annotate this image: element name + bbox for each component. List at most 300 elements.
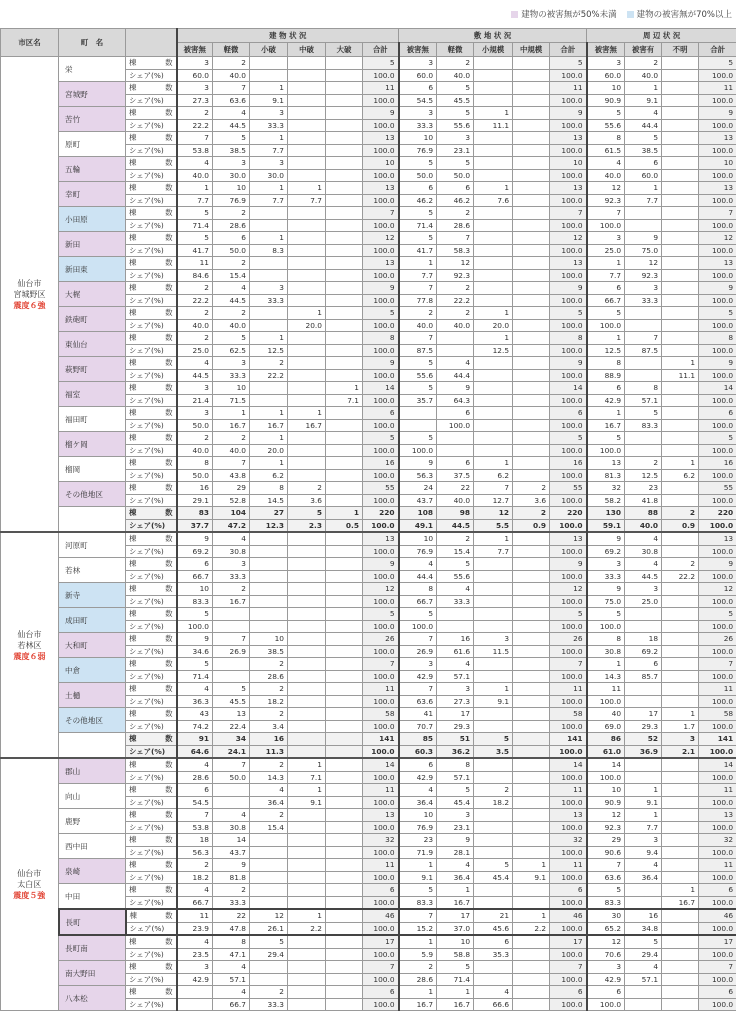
value-cell	[662, 207, 699, 220]
value-cell: 2.3	[288, 519, 326, 532]
value-cell: 141	[550, 733, 587, 746]
value-cell	[399, 419, 437, 432]
value-cell: 2	[213, 884, 250, 897]
label-char: 数	[165, 534, 173, 544]
value-cell: 12.5	[474, 344, 513, 357]
value-cell	[662, 332, 699, 345]
value-cell: 15.2	[399, 922, 437, 935]
value-cell: 100.0	[363, 670, 399, 683]
value-cell: 12	[587, 809, 625, 822]
count-label	[126, 457, 177, 470]
value-cell	[288, 670, 326, 683]
value-cell	[513, 344, 550, 357]
table-row-count	[1, 407, 736, 420]
value-cell	[474, 257, 513, 270]
value-cell	[513, 432, 550, 445]
value-cell	[288, 369, 326, 382]
label-char: 数	[165, 709, 173, 719]
value-cell	[662, 859, 699, 872]
value-cell: 3	[587, 57, 625, 70]
value-cell	[437, 620, 474, 633]
value-cell	[625, 620, 662, 633]
count-label	[126, 507, 177, 520]
value-cell: 5	[437, 157, 474, 170]
label-char: 棟	[129, 133, 137, 143]
value-cell	[288, 357, 326, 370]
value-cell: 12.5	[625, 469, 662, 482]
value-cell: 1	[250, 132, 288, 145]
value-cell	[288, 269, 326, 282]
value-cell: 2	[177, 859, 213, 872]
value-cell: 28.6	[213, 219, 250, 232]
value-cell: 100.0	[363, 494, 399, 507]
value-cell: 9	[177, 633, 213, 646]
count-label-text	[129, 182, 173, 193]
value-cell: 5	[587, 884, 625, 897]
count-label-text	[129, 257, 173, 268]
ward-name-cell	[1, 758, 59, 1011]
value-cell: 9	[437, 834, 474, 847]
value-cell: 21	[474, 909, 513, 922]
value-cell	[288, 608, 326, 621]
value-cell	[513, 369, 550, 382]
value-cell: 11	[699, 784, 736, 797]
value-cell	[513, 69, 550, 82]
value-cell: 59.1	[587, 519, 625, 532]
value-cell: 100.0	[699, 846, 736, 859]
value-cell: 5	[399, 432, 437, 445]
table-row-count	[1, 961, 736, 974]
count-label	[126, 784, 177, 797]
value-cell	[513, 269, 550, 282]
count-label	[126, 809, 177, 822]
value-cell	[288, 107, 326, 120]
value-cell	[288, 821, 326, 834]
value-cell	[326, 922, 363, 935]
value-cell	[288, 558, 326, 571]
value-cell	[399, 407, 437, 420]
value-cell	[474, 846, 513, 859]
count-label-text	[129, 57, 173, 68]
value-cell	[288, 645, 326, 658]
value-cell	[326, 219, 363, 232]
value-cell	[474, 961, 513, 974]
value-cell: 100.0	[550, 519, 587, 532]
value-cell: 100.0	[550, 796, 587, 809]
value-cell: 42.9	[399, 771, 437, 784]
value-cell	[326, 909, 363, 922]
value-cell: 7.7	[587, 269, 625, 282]
value-cell: 30.8	[213, 821, 250, 834]
value-cell: 27.3	[177, 94, 213, 107]
value-cell	[288, 595, 326, 608]
value-cell	[326, 244, 363, 257]
value-cell	[177, 986, 213, 999]
value-cell: 8	[363, 332, 399, 345]
count-label	[126, 884, 177, 897]
label-char: 棟	[129, 483, 137, 493]
label-char: 数	[165, 962, 173, 972]
value-cell: 2	[399, 307, 437, 320]
value-cell: 16	[550, 457, 587, 470]
value-cell: 40.0	[177, 319, 213, 332]
value-cell: 5	[213, 683, 250, 696]
value-cell: 1	[399, 986, 437, 999]
share-label: シェア(%)	[126, 394, 177, 407]
label-char: 棟	[129, 258, 137, 268]
value-cell: 7	[625, 332, 662, 345]
value-cell: 5	[399, 608, 437, 621]
table-row-count	[1, 107, 736, 120]
value-cell	[250, 532, 288, 545]
value-cell: 52.8	[213, 494, 250, 507]
value-cell: 6	[625, 658, 662, 671]
value-cell: 3.6	[513, 494, 550, 507]
value-cell: 7	[399, 332, 437, 345]
value-cell: 9.1	[250, 94, 288, 107]
value-cell: 83.3	[625, 419, 662, 432]
value-cell	[513, 583, 550, 596]
value-cell	[474, 157, 513, 170]
value-cell	[625, 758, 662, 771]
value-cell: 30.8	[587, 645, 625, 658]
value-cell: 11	[363, 82, 399, 95]
table-row-count	[1, 82, 736, 95]
site-col-header: 被害無	[399, 43, 437, 57]
value-cell: 1	[662, 708, 699, 721]
site-col-header: 合計	[550, 43, 587, 57]
label-char: 数	[165, 108, 173, 118]
value-cell: 5	[699, 57, 736, 70]
value-cell: 100.0	[699, 144, 736, 157]
value-cell: 6.2	[662, 469, 699, 482]
label-char: 数	[165, 258, 173, 268]
value-cell: 10	[363, 157, 399, 170]
value-cell: 5	[363, 307, 399, 320]
value-cell: 0.9	[662, 519, 699, 532]
value-cell: 5	[437, 107, 474, 120]
value-cell: 18.2	[250, 695, 288, 708]
value-cell: 16.7	[662, 896, 699, 909]
value-cell	[513, 532, 550, 545]
value-cell: 44.4	[399, 570, 437, 583]
value-cell	[513, 57, 550, 70]
value-cell: 3	[213, 558, 250, 571]
value-cell	[625, 771, 662, 784]
value-cell	[474, 809, 513, 822]
value-cell: 57.1	[437, 771, 474, 784]
value-cell: 100.0	[587, 620, 625, 633]
value-cell: 1	[474, 532, 513, 545]
value-cell: 65.2	[587, 922, 625, 935]
building-col-header: 合計	[363, 43, 399, 57]
value-cell: 1	[288, 758, 326, 771]
value-cell: 3	[399, 57, 437, 70]
value-cell: 3	[399, 658, 437, 671]
label-char: 棟	[129, 283, 137, 293]
value-cell: 7.7	[250, 144, 288, 157]
value-cell: 4	[213, 107, 250, 120]
value-cell: 16.7	[213, 419, 250, 432]
value-cell: 71.4	[437, 973, 474, 986]
value-cell: 57.1	[437, 670, 474, 683]
share-label: シェア(%)	[126, 94, 177, 107]
count-label-text	[129, 432, 173, 443]
value-cell: 5	[699, 432, 736, 445]
value-cell: 3	[177, 57, 213, 70]
value-cell: 34	[213, 733, 250, 746]
value-cell: 100.0	[550, 144, 587, 157]
value-cell: 40.0	[399, 319, 437, 332]
value-cell: 3	[213, 157, 250, 170]
value-cell	[474, 419, 513, 432]
value-cell	[513, 821, 550, 834]
value-cell: 1	[513, 859, 550, 872]
value-cell: 57.1	[625, 394, 662, 407]
value-cell	[662, 670, 699, 683]
value-cell: 100.0	[550, 695, 587, 708]
value-cell: 100.0	[363, 948, 399, 961]
value-cell: 14	[213, 834, 250, 847]
value-cell: 44.4	[625, 119, 662, 132]
value-cell: 6	[363, 884, 399, 897]
value-cell: 12	[474, 507, 513, 520]
value-cell: 26	[550, 633, 587, 646]
label-char: 数	[165, 433, 173, 443]
value-cell: 9.1	[399, 871, 437, 884]
value-cell: 100.0	[363, 695, 399, 708]
value-cell: 100.0	[699, 745, 736, 758]
value-cell: 5	[213, 132, 250, 145]
value-cell: 9.1	[625, 94, 662, 107]
value-cell	[513, 82, 550, 95]
value-cell: 100.0	[550, 645, 587, 658]
value-cell: 11	[587, 683, 625, 696]
value-cell	[288, 871, 326, 884]
value-cell: 2	[250, 683, 288, 696]
value-cell: 7	[213, 82, 250, 95]
value-cell: 37.0	[437, 922, 474, 935]
label-char: 棟	[129, 810, 137, 820]
value-cell	[513, 282, 550, 295]
value-cell: 220	[550, 507, 587, 520]
count-label	[126, 733, 177, 746]
value-cell: 53.8	[177, 144, 213, 157]
legend-item-under-50: 建物の被害無が50%未満	[511, 8, 616, 20]
value-cell: 36.9	[625, 745, 662, 758]
value-cell	[662, 771, 699, 784]
value-cell: 85	[399, 733, 437, 746]
count-label	[126, 182, 177, 195]
value-cell: 11	[550, 82, 587, 95]
value-cell: 13	[550, 182, 587, 195]
value-cell: 4	[250, 784, 288, 797]
town-name-cell: 萩野町	[59, 357, 126, 382]
value-cell: 6	[699, 884, 736, 897]
value-cell: 9	[550, 558, 587, 571]
value-cell: 1	[662, 457, 699, 470]
value-cell: 23.1	[437, 821, 474, 834]
value-cell	[474, 821, 513, 834]
value-cell	[288, 935, 326, 948]
value-cell: 1	[288, 182, 326, 195]
count-label-text	[129, 558, 173, 569]
value-cell: 8	[437, 758, 474, 771]
value-cell: 56.3	[399, 469, 437, 482]
table-row-count	[1, 583, 736, 596]
value-cell	[326, 733, 363, 746]
value-cell	[625, 998, 662, 1011]
value-cell	[474, 432, 513, 445]
value-cell: 14.5	[250, 494, 288, 507]
value-cell: 13	[550, 257, 587, 270]
value-cell: 16	[437, 633, 474, 646]
value-cell	[662, 834, 699, 847]
value-cell: 5	[437, 82, 474, 95]
value-cell: 3	[250, 107, 288, 120]
value-cell: 100.0	[699, 369, 736, 382]
share-label: シェア(%)	[126, 419, 177, 432]
value-cell: 49.1	[399, 519, 437, 532]
value-cell: 6	[437, 457, 474, 470]
value-cell	[288, 633, 326, 646]
value-cell	[513, 896, 550, 909]
town-name-cell: 五輪	[59, 157, 126, 182]
value-cell: 32	[363, 834, 399, 847]
value-cell: 28.1	[437, 846, 474, 859]
value-cell: 7.7	[625, 821, 662, 834]
value-cell: 45.4	[437, 796, 474, 809]
value-cell: 56.3	[177, 846, 213, 859]
value-cell: 4	[213, 986, 250, 999]
value-cell	[326, 119, 363, 132]
value-cell: 2	[250, 658, 288, 671]
value-cell: 1	[250, 457, 288, 470]
value-cell: 16.7	[399, 998, 437, 1011]
label-char: 数	[165, 785, 173, 795]
table-row-count	[1, 884, 736, 897]
value-cell: 0.5	[326, 519, 363, 532]
value-cell	[326, 369, 363, 382]
value-cell: 100.0	[699, 871, 736, 884]
town-name-cell: 河原町	[59, 532, 126, 558]
value-cell	[474, 207, 513, 220]
value-cell	[326, 796, 363, 809]
value-cell: 11	[699, 859, 736, 872]
value-cell: 58.8	[437, 948, 474, 961]
value-cell: 44.5	[177, 369, 213, 382]
value-cell: 5	[587, 432, 625, 445]
count-label	[126, 307, 177, 320]
value-cell: 29.4	[250, 948, 288, 961]
value-cell	[288, 859, 326, 872]
value-cell: 30.8	[625, 545, 662, 558]
value-cell: 100.0	[363, 846, 399, 859]
value-cell: 100.0	[399, 620, 437, 633]
value-cell	[326, 846, 363, 859]
table-row-count	[1, 307, 736, 320]
value-cell: 12	[363, 232, 399, 245]
value-cell: 100.0	[550, 595, 587, 608]
ward-name-line: 宮城野区	[13, 289, 46, 299]
town-col-header: 町 名	[59, 29, 126, 57]
value-cell: 61.5	[587, 144, 625, 157]
value-cell: 45.4	[474, 871, 513, 884]
value-cell	[326, 144, 363, 157]
count-label-text	[129, 583, 173, 594]
value-cell: 9	[587, 532, 625, 545]
value-cell: 4	[177, 935, 213, 948]
town-name-cell: 鉄砲町	[59, 307, 126, 332]
value-cell: 16	[177, 482, 213, 495]
value-cell: 4	[213, 532, 250, 545]
value-cell	[326, 683, 363, 696]
value-cell: 100.0	[550, 570, 587, 583]
value-cell: 91	[177, 733, 213, 746]
value-cell: 100.0	[699, 244, 736, 257]
value-cell	[326, 194, 363, 207]
count-label-text	[129, 82, 173, 93]
value-cell	[513, 144, 550, 157]
share-label: シェア(%)	[126, 269, 177, 282]
value-cell	[474, 244, 513, 257]
value-cell: 1	[288, 909, 326, 922]
value-cell	[513, 720, 550, 733]
value-cell	[326, 545, 363, 558]
share-label: シェア(%)	[126, 444, 177, 457]
value-cell	[474, 282, 513, 295]
value-cell	[474, 232, 513, 245]
value-cell: 1	[587, 407, 625, 420]
value-cell: 35.7	[399, 394, 437, 407]
value-cell	[662, 144, 699, 157]
share-label: シェア(%)	[126, 695, 177, 708]
label-char: 棟	[129, 433, 137, 443]
value-cell	[513, 834, 550, 847]
value-cell: 58.2	[587, 494, 625, 507]
value-cell	[513, 935, 550, 948]
building-col-header: 軽微	[213, 43, 250, 57]
value-cell	[513, 986, 550, 999]
value-cell: 22.2	[250, 369, 288, 382]
value-cell	[513, 758, 550, 771]
value-cell: 6	[177, 558, 213, 571]
value-cell: 5	[474, 733, 513, 746]
value-cell: 5	[587, 107, 625, 120]
value-cell: 100.0	[699, 771, 736, 784]
value-cell	[326, 896, 363, 909]
value-cell	[326, 357, 363, 370]
value-cell: 7.7	[625, 194, 662, 207]
value-cell: 16.7	[587, 419, 625, 432]
value-cell	[474, 294, 513, 307]
value-cell: 54.5	[177, 796, 213, 809]
value-cell	[513, 444, 550, 457]
value-cell: 5	[587, 608, 625, 621]
value-cell	[288, 846, 326, 859]
value-cell	[326, 884, 363, 897]
share-label: シェア(%)	[126, 745, 177, 758]
value-cell: 1	[250, 432, 288, 445]
value-cell: 1	[250, 182, 288, 195]
value-cell: 14	[699, 382, 736, 395]
town-name-cell: 幸町	[59, 182, 126, 207]
value-cell	[625, 683, 662, 696]
value-cell: 7	[587, 207, 625, 220]
label-char: 棟	[129, 760, 137, 770]
town-name-cell: その他地区	[59, 482, 126, 507]
label-char: 数	[165, 609, 173, 619]
